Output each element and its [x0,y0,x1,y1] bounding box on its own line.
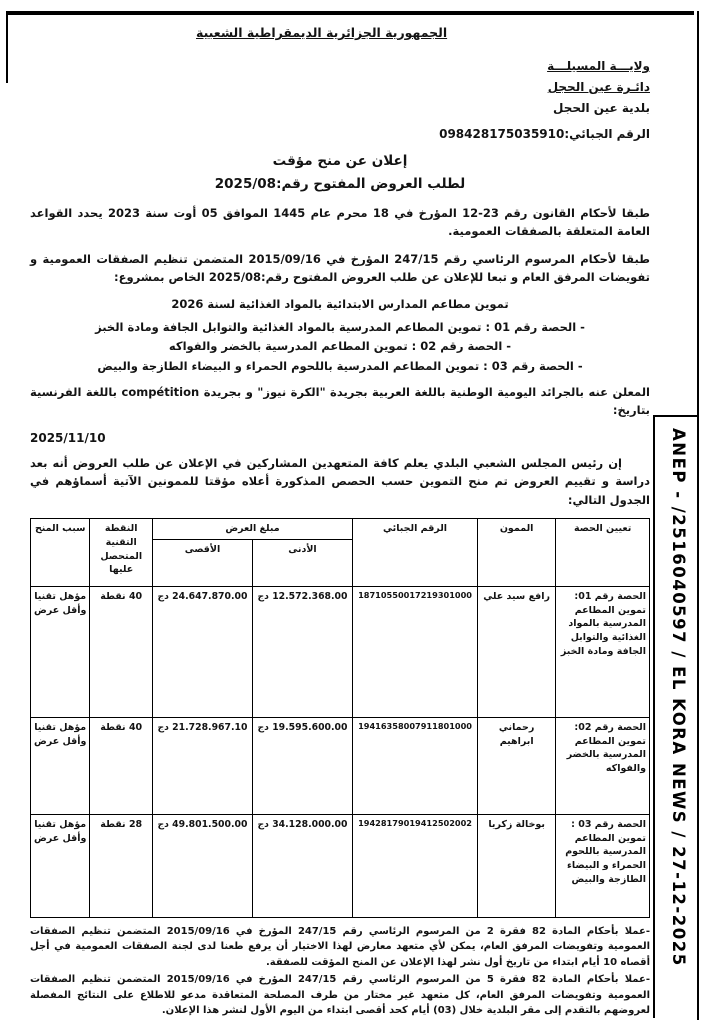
cell-min-amount: 12.572.368.00 دج [252,586,352,717]
scan-frame-left [6,11,8,83]
cell-tax-id: 19428179019412502002 [353,814,478,917]
award-table [30,518,650,918]
administrative-header [439,56,650,145]
cell-min-amount: 34.128.000.00 دج [252,814,352,917]
table-row [31,814,650,917]
cell-supplier: رحماني ابراهيم [478,717,556,814]
cell-score: 40 نقطة [90,717,153,814]
column-header-lot: تعيين الحصة [556,519,650,587]
column-header-tax-id: الرقم الجبائي [353,519,478,587]
project-name: تموين مطاعم المدارس الابتدائية بالمواد الغذائية لسنة 2026 [171,297,509,312]
column-header-technical-score: النقطة التقنية المتحصل عليها [90,519,153,587]
table-row [31,586,650,717]
anep-reference-strip [655,428,693,1008]
cell-score: 28 نقطة [90,814,153,917]
legal-notes [30,924,650,1019]
cell-score: 40 نقطة [90,586,153,717]
cell-lot: الحصة رقم 01: تموين المطاعم المدرسية بالمواد الغذائية والتوابل الجافة ومادة الخبز [556,586,650,717]
cell-min-amount: 19.595.600.00 دج [252,717,352,814]
legal-reference-decree: طبقا لأحكام المرسوم الرئاسي رقم 247/15 المؤرخ في 2015/09/16 المتضمن تنظيم الصفقات العمومية و تفويضات المرفق العام و تبعا للإعلان عن طلب العروض المفتوح رقم:2025/08 الخاص بمشروع: [30,251,650,285]
column-header-bid-amount: مبلغ العرض [152,519,352,540]
document-title [30,150,650,196]
daira-name: دائـرة عين الحجل [547,80,650,94]
results-consultation-note: -عملا بأحكام المادة 82 فقرة 5 من المرسوم الرئاسي رقم 247/15 المؤرخ في 2015/09/16 المتضمن تنظيم الصفقات العمومية وتفويضات المرفق العام، كل متعهد غير مختار من طرف المصلحة المتعاقدة مدعو للاطلاع على النتائج المفصلة لعروضهم بالتقدم إلى مقر البلدية خلال (03) أيام كحد أقصى ابتداء من اليوم الأول لنشر هذا الإعلان. [30,974,650,1017]
lot-item: - الحصة رقم 01 : تموين المطاعم المدرسية بالمواد الغذائية والتوابل الجافة ومادة الخبز [95,319,585,334]
cell-tax-id: 18710550017219301000 [353,586,478,717]
commune-name: بلدية عين الحجل [553,101,650,115]
cell-supplier: بوخالة زكريا [478,814,556,917]
cell-max-amount: 24.647.870.00 دج [152,586,252,717]
title-line-1: إعلان عن منح مؤقت [272,153,408,169]
column-header-maximum: الأقصى [152,539,252,586]
republic-heading: الجمهورية الجزائرية الديمقراطية الشعبية [196,25,448,40]
column-header-minimum: الأدنى [252,539,352,586]
cell-lot: الحصة رقم 03 : تموين المطاعم المدرسية باللحوم الحمراء و البيضاء الطازجة والبيض [556,814,650,917]
scan-frame-right [697,11,699,1020]
cell-tax-id: 19416358007911801000 [353,717,478,814]
lot-item: - الحصة رقم 03 : تموين المطاعم المدرسية باللحوم الحمراء و البيضاء الطازجة والبيض [97,358,583,373]
scan-frame-top [6,11,694,15]
cell-max-amount: 21.728.967.10 دج [152,717,252,814]
publication-date: 2025/11/10 [30,430,106,445]
column-header-supplier: الممون [478,519,556,587]
legal-reference-law: طبقا لأحكام القانون رقم 23-12 المؤرخ في 18 محرم عام 1445 الموافق 05 أوت سنة 2023 يحدد القواعد العامة المتعلقة بالصفقات العمومية. [30,205,650,239]
tax-identification-number: الرقم الجبائي:098428175035910 [439,127,650,141]
document-body [30,150,650,1021]
cell-reason: مؤهل تقنيا وأقل عرض [31,717,90,814]
lot-item: - الحصة رقم 02 : تموين المطاعم المدرسية بالخضر والفواكه [168,339,512,354]
cell-lot: الحصة رقم 02: تموين المطاعم المدرسية بالخضر والفواكه [556,717,650,814]
anep-strip-top-border [653,415,699,417]
award-statement: إن رئيس المجلس الشعبي البلدي يعلم كافة المتعهدين المشاركين في الإعلان عن طلب العروض أنه بعد دراسة و تقييم العروض تم منح التموين حسب الحصص المذكورة أعلاه مؤقتا للممونين الآتية أسماؤهم في الجدول التالي: [30,455,650,507]
wilaya-name: ولايـــة المسيلـــة [547,59,650,73]
table-row [31,717,650,814]
publication-date-row [30,429,650,448]
column-header-award-reason: سبب المنح [31,519,90,587]
anep-reference-text: ANEP - /2516040597 / EL KORA NEWS / 27-12-2025 [669,428,688,967]
cell-reason: مؤهل تقنيا وأقل عرض [31,814,90,917]
award-table-header [31,519,650,587]
publication-reference: المعلن عنه بالجرائد اليومية الوطنية باللغة العربية بجريدة "الكرة نيوز" و بجريدة compétition باللغة الفرنسية بتاريخ: [30,385,650,418]
cell-supplier: رافع سيد علي [478,586,556,717]
title-line-2: لطلب العروض المفتوح رقم:2025/08 [214,175,466,192]
cell-max-amount: 49.801.500.00 دج [152,814,252,917]
cell-reason: مؤهل تقنيا وأقل عرض [31,586,90,717]
appeal-note: -عملا بأحكام المادة 82 فقرة 2 من المرسوم الرئاسي رقم 247/15 المؤرخ في 2015/09/16 المتضمن تنظيم الصفقات العمومية وتفويضات المرفق العام، يمكن لأي متعهد معارض لهذا الاختيار أن يرفع طعنا لدى لجنة الصفقات العمومية في أجل أقصاه 10 أيام ابتداء من تاريخ أول نشر لهذا الإعلان عن المنح المؤقت للصفقة. [30,925,650,968]
